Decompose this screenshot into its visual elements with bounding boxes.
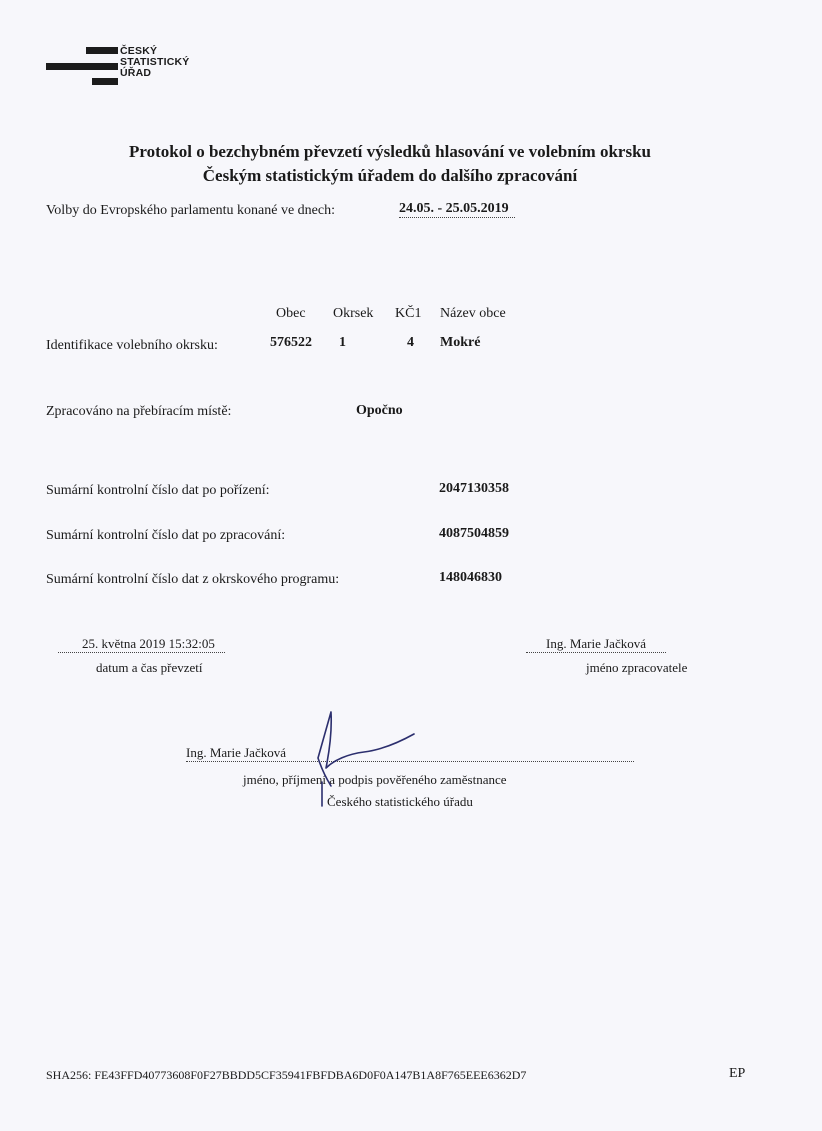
title-line-1: Protokol o bezchybném převzetí výsledků hlasování ve volebním okrsku: [129, 142, 651, 161]
identification-kc1: 4: [407, 335, 414, 350]
handover-datetime: 25. května 2019 15:32:05: [58, 636, 225, 653]
signature-name: Ing. Marie Jačková: [186, 745, 634, 762]
header-okrsek: Okrsek: [333, 306, 374, 321]
election-dates: 24.05. - 25.05.2019: [399, 201, 515, 218]
checksum-value-1: 2047130358: [439, 481, 509, 496]
handover-processor: Ing. Marie Jačková: [526, 636, 666, 653]
processed-value: Opočno: [356, 403, 403, 418]
logo-line-3: ÚŘAD: [120, 67, 152, 79]
signature-caption-1: jméno, příjmení a podpis pověřeného zaměstnance: [243, 772, 507, 787]
signature-caption-2: Českého statistického úřadu: [327, 794, 473, 809]
checksum-label-3: Sumární kontrolní číslo dat z okrskového programu:: [46, 572, 340, 587]
logo-line-2: STATISTICKÝ: [120, 56, 190, 68]
identification-label: Identifikace volebního okrsku:: [46, 338, 218, 353]
processed-label: Zpracováno na přebíracím místě:: [46, 404, 232, 419]
header-kc1: KČ1: [395, 306, 422, 321]
checksum-value-2: 4087504859: [439, 526, 509, 541]
header-nazev: Název obce: [440, 306, 506, 321]
checksum-value-3: 148046830: [439, 570, 502, 585]
identification-obec: 576522: [270, 335, 312, 350]
header-obec: Obec: [276, 306, 306, 321]
handover-datetime-caption: datum a čas převzetí: [96, 660, 203, 675]
checksum-label-2: Sumární kontrolní číslo dat po zpracování:: [46, 528, 286, 543]
logo-line-1: ČESKÝ: [120, 45, 158, 57]
election-label: Volby do Evropského parlamentu konané ve dnech:: [46, 203, 336, 218]
checksum-label-1: Sumární kontrolní číslo dat po pořízení:: [46, 483, 270, 498]
title-line-2: Českým statistickým úřadem do dalšího zpracování: [202, 166, 578, 185]
footer-sha256: SHA256: FE43FFD40773608F0F27BBDD5CF35941FBFDBA6D0F0A147B1A8F765EEE6362D7: [46, 1068, 527, 1082]
identification-nazev: Mokré: [440, 335, 481, 350]
footer-code: EP: [729, 1066, 746, 1081]
handover-processor-caption: jméno zpracovatele: [586, 660, 688, 675]
identification-okrsek: 1: [339, 335, 346, 350]
